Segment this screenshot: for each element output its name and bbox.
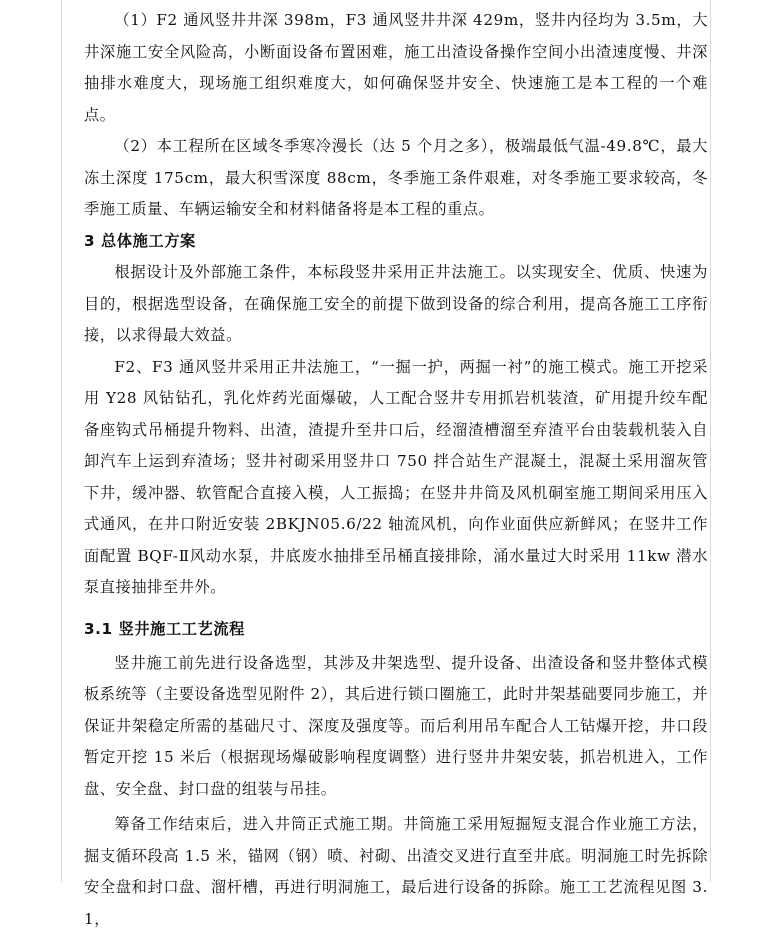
section-heading-overall-plan: 3 总体施工方案 (84, 231, 196, 250)
left-margin-line (61, 0, 62, 882)
process-flow-paragraph-2: 筹备工作结束后，进入井筒正式施工期。井筒施工采用短掘短支混合作业施工方法，掘支循环段高 1.5 米，锚网（钢）喷、衬砌、出渣交叉进行直至井底。明洞施工时先拆除安全盘和封口盘、溜杆槽，再进行明洞施工，最后进行设备的拆除。施工工艺流程见图 3.1， (84, 815, 708, 928)
document-body (84, 5, 708, 935)
right-margin-line (710, 0, 711, 882)
overall-plan-paragraph-1: 根据设计及外部施工条件，本标段竖井采用正井法施工。以实现安全、优质、快速为目的，根据选型设备，在确保施工安全的前提下做到设备的综合利用，提高各施工工序衔接，以求得最大效益。 (84, 263, 708, 344)
process-flow-paragraph-1: 竖井施工前先进行设备选型，其涉及井架选型、提升设备、出渣设备和竖井整体式模板系统等（主要设备选型见附件 2），其后进行锁口圈施工，此时井架基础要同步施工，并保证井架稳定所需的基础尺寸、深度及强度等。而后利用吊车配合人工钻爆开挖，井口段暂定开挖 15 米后（根据现场爆破影响程度调整）进行竖井井架安装，抓岩机进入，工作盘、安全盘、封口盘的组装与吊挂。 (84, 653, 708, 798)
difficulty-paragraph-2: （2）本工程所在区域冬季寒冷漫长（达 5 个月之多），极端最低气温-49.8℃，最大冻土深度 175cm，最大积雪深度 88cm，冬季施工条件艰难，对冬季施工要求较高，冬季施工质量、车辆运输安全和材料储备将是本工程的重点。 (84, 137, 708, 218)
section-heading-process-flow: 3.1 竖井施工工艺流程 (84, 619, 245, 638)
overall-plan-paragraph-2: F2、F3 通风竖井采用正井法施工，“一掘一护，两掘一衬”的施工模式。施工开挖采用 Y28 风钻钻孔，乳化炸药光面爆破，人工配合竖井专用抓岩机装渣，矿用提升绞车配备座钩式吊桶提升物料、出渣，渣提升至井口后，经溜渣槽溜至弃渣平台由装载机装入自卸汽车上运到弃渣场；竖井衬砌采用竖井口 750 拌合站生产混凝土，混凝土采用溜灰管下井，缓冲器、软管配合直接入模，人工振捣；在竖井井筒及风机硐室施工期间采用压入式通风，在井口附近安装 2BKJN05.6/22 轴流风机，向作业面供应新鲜风；在竖井工作面配置 BQF-Ⅱ风动水泵，井底废水抽排至吊桶直接排除，涌水量过大时采用 11kw 潜水泵直接抽排至井外。 (84, 357, 708, 596)
difficulty-paragraph-1: （1）F2 通风竖井井深 398m，F3 通风竖井井深 429m，竖井内径均为 3.5m，大井深施工安全风险高，小断面设备布置困难，施工出渣设备操作空间小出渣速度慢、井深抽排水难度大，现场施工组织难度大，如何确保竖井安全、快速施工是本工程的一个难点。 (84, 11, 708, 124)
